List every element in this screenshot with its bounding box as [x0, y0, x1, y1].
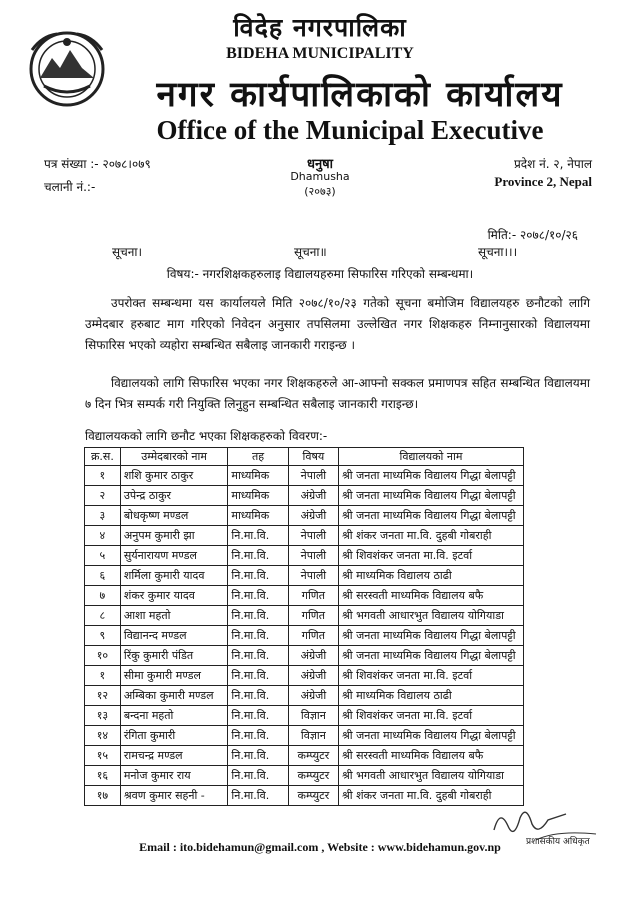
cell-school: श्री भगवती आधारभुत विद्यालय योगियाडा [338, 766, 523, 786]
office-name-en: Office of the Municipal Executive [156, 115, 544, 145]
table-row [85, 506, 524, 526]
cell-sn: ४ [85, 526, 121, 546]
province-np: प्रदेश नं. २, नेपाल [513, 157, 592, 171]
cell-level: नि.मा.वि. [228, 626, 288, 646]
col-header-sn: क्र.स. [85, 448, 121, 466]
cell-school: श्री जनता माध्यमिक विद्यालय गिद्धा बेलापट्टी [338, 466, 523, 486]
cell-level: नि.मा.वि. [228, 646, 288, 666]
province-en: Province 2, Nepal [494, 174, 592, 189]
cell-school: श्री शिवशंकर जनता मा.वि. इटर्वा [338, 666, 523, 686]
cell-name: श्रवण कुमार सहनी - [120, 786, 228, 806]
cell-name: अनुपम कुमारी झा [120, 526, 228, 546]
notice-label-3: सूचना।।। [478, 245, 518, 259]
table-row [85, 766, 524, 786]
cell-sn: ९ [85, 626, 121, 646]
cell-subject: कम्प्युटर [288, 746, 338, 766]
table-row [85, 786, 524, 806]
cell-name: शंकर कुमार यादव [120, 586, 228, 606]
cell-subject: कम्प्युटर [288, 786, 338, 806]
cell-name: सीमा कुमारी मण्डल [120, 666, 228, 686]
cell-name: सुर्यनारायण मण्डल [120, 546, 228, 566]
cell-subject: विज्ञान [288, 706, 338, 726]
notice-label-1: सूचना। [112, 245, 143, 259]
cell-name: बन्दना महतो [120, 706, 228, 726]
cell-school: श्री सरस्वती माध्यमिक विद्यालय बफै [338, 746, 523, 766]
cell-name: बोधकृष्ण मण्डल [120, 506, 228, 526]
cell-level: नि.मा.वि. [228, 526, 288, 546]
cell-name: रामचन्द्र मण्डल [120, 746, 228, 766]
cell-level: नि.मा.वि. [228, 606, 288, 626]
reference-number: पत्र संख्या :- २०७८।०७९ [44, 157, 151, 171]
table-row [85, 566, 524, 586]
table-header-row [85, 448, 524, 466]
col-header-school: विद्यालयको नाम [338, 448, 523, 466]
col-header-level: तह [228, 448, 288, 466]
cell-level: नि.मा.वि. [228, 586, 288, 606]
table-row [85, 526, 524, 546]
cell-subject: गणित [288, 586, 338, 606]
cell-school: श्री माध्यमिक विद्यालय ठाढी [338, 686, 523, 706]
cell-name: अम्बिका कुमारी मण्डल [120, 686, 228, 706]
cell-sn: ७ [85, 586, 121, 606]
table-row [85, 666, 524, 686]
cell-level: माध्यमिक [228, 506, 288, 526]
cell-level: नि.मा.वि. [228, 746, 288, 766]
cell-sn: १ [85, 466, 121, 486]
cell-level: नि.मा.वि. [228, 666, 288, 686]
cell-school: श्री जनता माध्यमिक विद्यालय गिद्धा बेलापट्टी [338, 486, 523, 506]
cell-subject: गणित [288, 606, 338, 626]
col-header-name: उम्मेदबारको नाम [120, 448, 228, 466]
cell-level: माध्यमिक [228, 466, 288, 486]
cell-name: रिंकु कुमारी पंडित [120, 646, 228, 666]
table-row [85, 466, 524, 486]
table-row [85, 626, 524, 646]
cell-level: नि.मा.वि. [228, 786, 288, 806]
cell-name: रंगिता कुमारी [120, 726, 228, 746]
cell-subject: नेपाली [288, 526, 338, 546]
cell-subject: अंग्रेजी [288, 666, 338, 686]
cell-school: श्री शंकर जनता मा.वि. दुहबी गोबराही [338, 786, 523, 806]
cell-sn: ६ [85, 566, 121, 586]
notice-label-2: सूचना॥ [294, 245, 327, 259]
body-paragraph-1: उपरोक्त सम्बन्धमा यस कार्यालयले मिति २०७८/१०/२३ गतेको सूचना बमोजिम विद्यालयहरु छनौटको लागि उम्मेदबार हरुबाट माग गरिएको निवेदन अनुसार तपसिलमा उल्लेखित नगर शिक्षकहरु निम्नानुसारको विद्यालयमा सिफारिस भएको व्यहोरा सम्बन्धित सबैलाइ जानकारी गराइन्छ । [85, 296, 590, 352]
footer-contact: Email : ito.bidehamun@gmail.com , Website : www.bidehamun.gov.np [139, 840, 501, 854]
table-row [85, 686, 524, 706]
cell-subject: अंग्रेजी [288, 686, 338, 706]
cell-sn: ३ [85, 506, 121, 526]
cell-school: श्री माध्यमिक विद्यालय ठाढी [338, 566, 523, 586]
signature-designation: प्रशासकीय अधिकृत [526, 837, 590, 846]
cell-subject: कम्प्युटर [288, 766, 338, 786]
cell-school: श्री सरस्वती माध्यमिक विद्यालय बफै [338, 586, 523, 606]
cell-school: श्री शिवशंकर जनता मा.वि. इटर्वा [338, 546, 523, 566]
municipality-name-np: विदेह नगरपालिका [233, 13, 407, 42]
cell-school: श्री शंकर जनता मा.वि. दुहबी गोबराही [338, 526, 523, 546]
cell-sn: १३ [85, 706, 121, 726]
district-en: Dhamusha [290, 170, 350, 183]
cell-school: श्री जनता माध्यमिक विद्यालय गिद्धा बेलापट्टी [338, 646, 523, 666]
municipality-name-en: BIDEHA MUNICIPALITY [226, 45, 414, 62]
cell-sn: ५ [85, 546, 121, 566]
cell-subject: अंग्रेजी [288, 646, 338, 666]
body-paragraph-2: विद्यालयको लागि सिफारिस भएका नगर शिक्षकहरुले आ-आफ्नो सक्कल प्रमाणपत्र सहित सम्बन्धित विद्यालयमा ७ दिन भित्र सम्पर्क गरी नियुक्ति लिनुहुन सम्बन्धित सबैलाइ जानकारी गराइन्छ। [85, 376, 590, 411]
cell-name: शशि कुमार ठाकुर [120, 466, 228, 486]
cell-name: उपेन्द्र ठाकुर [120, 486, 228, 506]
table-caption: विद्यालयकको लागि छनौट भएका शिक्षकहरुको विवरण:- [85, 429, 328, 443]
cell-subject: अंग्रेजी [288, 506, 338, 526]
cell-subject: नेपाली [288, 566, 338, 586]
cell-school: श्री जनता माध्यमिक विद्यालय गिद्धा बेलापट्टी [338, 726, 523, 746]
cell-sn: २ [85, 486, 121, 506]
cell-subject: अंग्रेजी [288, 486, 338, 506]
cell-sn: १० [85, 646, 121, 666]
col-header-subject: विषय [288, 448, 338, 466]
cell-sn: १६ [85, 766, 121, 786]
cell-level: नि.मा.वि. [228, 726, 288, 746]
cell-subject: नेपाली [288, 466, 338, 486]
cell-school: श्री भगवती आधारभुत विद्यालय योगियाडा [338, 606, 523, 626]
cell-level: नि.मा.वि. [228, 546, 288, 566]
cell-school: श्री शिवशंकर जनता मा.वि. इटर्वा [338, 706, 523, 726]
cell-school: श्री जनता माध्यमिक विद्यालय गिद्धा बेलापट्टी [338, 626, 523, 646]
letter-subject: विषय:- नगरशिक्षकहरुलाइ विद्यालयहरुमा सिफारिस गरिएको सम्बन्धमा। [166, 267, 474, 281]
cell-name: आशा महतो [120, 606, 228, 626]
table-row [85, 706, 524, 726]
cell-level: नि.मा.वि. [228, 766, 288, 786]
teacher-table [84, 447, 524, 806]
cell-sn: १७ [85, 786, 121, 806]
table-row [85, 646, 524, 666]
cell-sn: १२ [85, 686, 121, 706]
cell-level: माध्यमिक [228, 486, 288, 506]
cell-sn: ८ [85, 606, 121, 626]
table-row [85, 746, 524, 766]
letter-date: मिति:- २०७८/१०/२६ [487, 228, 578, 242]
table-row [85, 606, 524, 626]
cell-sn: १४ [85, 726, 121, 746]
table-row [85, 546, 524, 566]
cell-name: विद्यानन्द मण्डल [120, 626, 228, 646]
cell-level: नि.मा.वि. [228, 686, 288, 706]
cell-subject: गणित [288, 626, 338, 646]
cell-school: श्री जनता माध्यमिक विद्यालय गिद्धा बेलापट्टी [338, 506, 523, 526]
district-year: (२०७३) [304, 185, 336, 198]
district-np: धनुषा [306, 157, 334, 172]
cell-subject: नेपाली [288, 546, 338, 566]
cell-level: नि.मा.वि. [228, 566, 288, 586]
table-row [85, 486, 524, 506]
dispatch-number: चलानी नं.:- [44, 180, 96, 194]
table-row [85, 586, 524, 606]
cell-subject: विज्ञान [288, 726, 338, 746]
cell-sn: १५ [85, 746, 121, 766]
table-row [85, 726, 524, 746]
cell-name: शर्मिला कुमारी यादव [120, 566, 228, 586]
cell-level: नि.मा.वि. [228, 706, 288, 726]
office-name-np: नगर कार्यपालिकाको कार्यालय [156, 74, 564, 115]
cell-sn: १ [85, 666, 121, 686]
cell-name: मनोज कुमार राय [120, 766, 228, 786]
